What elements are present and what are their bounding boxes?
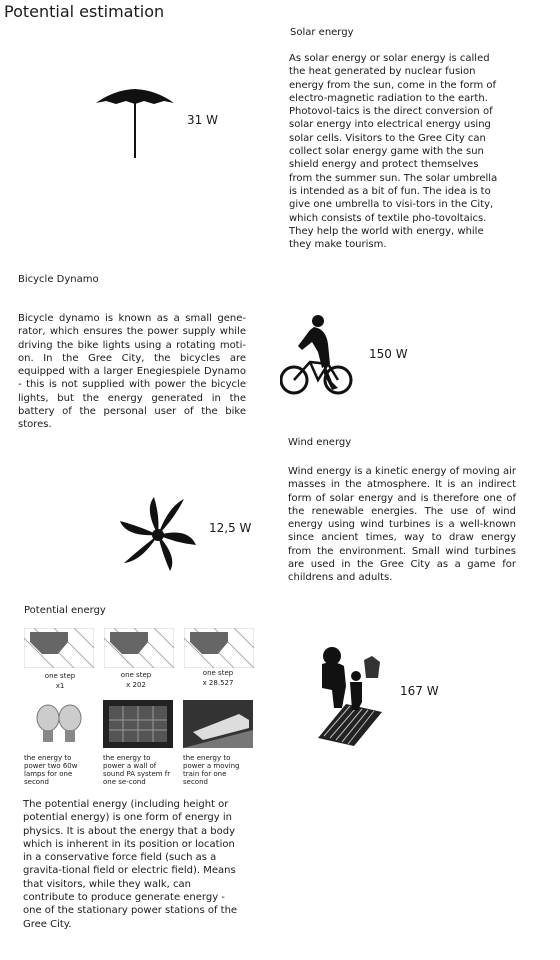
wind-text: Wind energy is a kinetic energy of moving air masses in the atmosphere. It is an indirect form of solar energy and is therefore one of the renewable energies. The use of wind energy using wind turbines is a well-known since ancient times, way to draw energy from the environment. Small wind turbines are used in the Gree City as a game for childrens and adults. — [288, 466, 516, 584]
caption-sound-wall: the energy to power a wall of sound PA system fr one se-cond — [103, 754, 171, 786]
step-count-1: x1 — [55, 682, 65, 690]
cyclist-image — [280, 312, 355, 400]
wind-heading: Wind energy — [288, 437, 352, 448]
lightbulbs-image — [24, 700, 94, 748]
step-diagram-1 — [24, 628, 94, 668]
step-label-2: one step — [120, 671, 152, 679]
caption-train: the energy to power a moving train for one second — [183, 754, 240, 786]
page-title: Potential estimation — [4, 2, 165, 21]
caption-lamps: the energy to power two 60w lamps for one second — [24, 754, 78, 786]
step-label-1: one step — [44, 672, 76, 680]
wind-turbine-image — [118, 495, 200, 573]
solar-heading: Solar energy — [290, 27, 354, 38]
wind-power-value: 12,5 W — [209, 521, 252, 535]
bicycle-power-value: 150 W — [369, 347, 408, 361]
bicycle-text: Bicycle dynamo is known as a small gene-rator, which ensures the power supply while driving the bike lights using a rotating moti-on. In the Gree City, the bicycles are equipped with a larger Enegiespiele Dynamo - this is not supplied with power the bicycle lights, but the energy generated in the battery of the personal user of the bike stores. — [18, 313, 246, 431]
step-count-2: x 202 — [126, 681, 146, 689]
train-image — [183, 700, 253, 748]
potential-heading: Potential energy — [24, 605, 106, 616]
walkers-on-platform-image — [316, 646, 386, 746]
solar-umbrella-image — [94, 86, 176, 160]
step-count-3: x 28.527 — [202, 679, 234, 687]
step-diagram-3 — [184, 628, 254, 668]
sound-wall-image — [103, 700, 173, 748]
solar-text: As solar energy or solar energy is called the heat generated by nuclear fusion energy from the sun, come in the form of electro-magnetic radiation to the earth. Photovol-taics is the direct conversion of solar energy into electrical energy using solar cells. Visitors to the Gree City can collect solar energy game with the sun shield energy and protect themselves from the summer sun. The solar umbrella is intended as a bit of fun. The idea is to give one umbrella to visi-tors in the City, which consists of textile pho-tovoltaics. They help the world with energy, while they make tourism. — [289, 53, 498, 251]
bicycle-heading: Bicycle Dynamo — [18, 274, 99, 285]
step-diagram-2 — [104, 628, 174, 668]
solar-power-value: 31 W — [187, 113, 218, 127]
potential-text: The potential energy (including height or potential energy) is one form of energy in physics. It is about the energy that a body which is inherent in its position or location in a conservative force field (such as a gravita-tional field or electric field). Means that visitors, while they walk, can contribute to produce generate energy - one of the stationary power stations of the Gree City. — [23, 799, 238, 930]
step-label-3: one step — [202, 669, 234, 677]
potential-power-value: 167 W — [400, 684, 439, 698]
